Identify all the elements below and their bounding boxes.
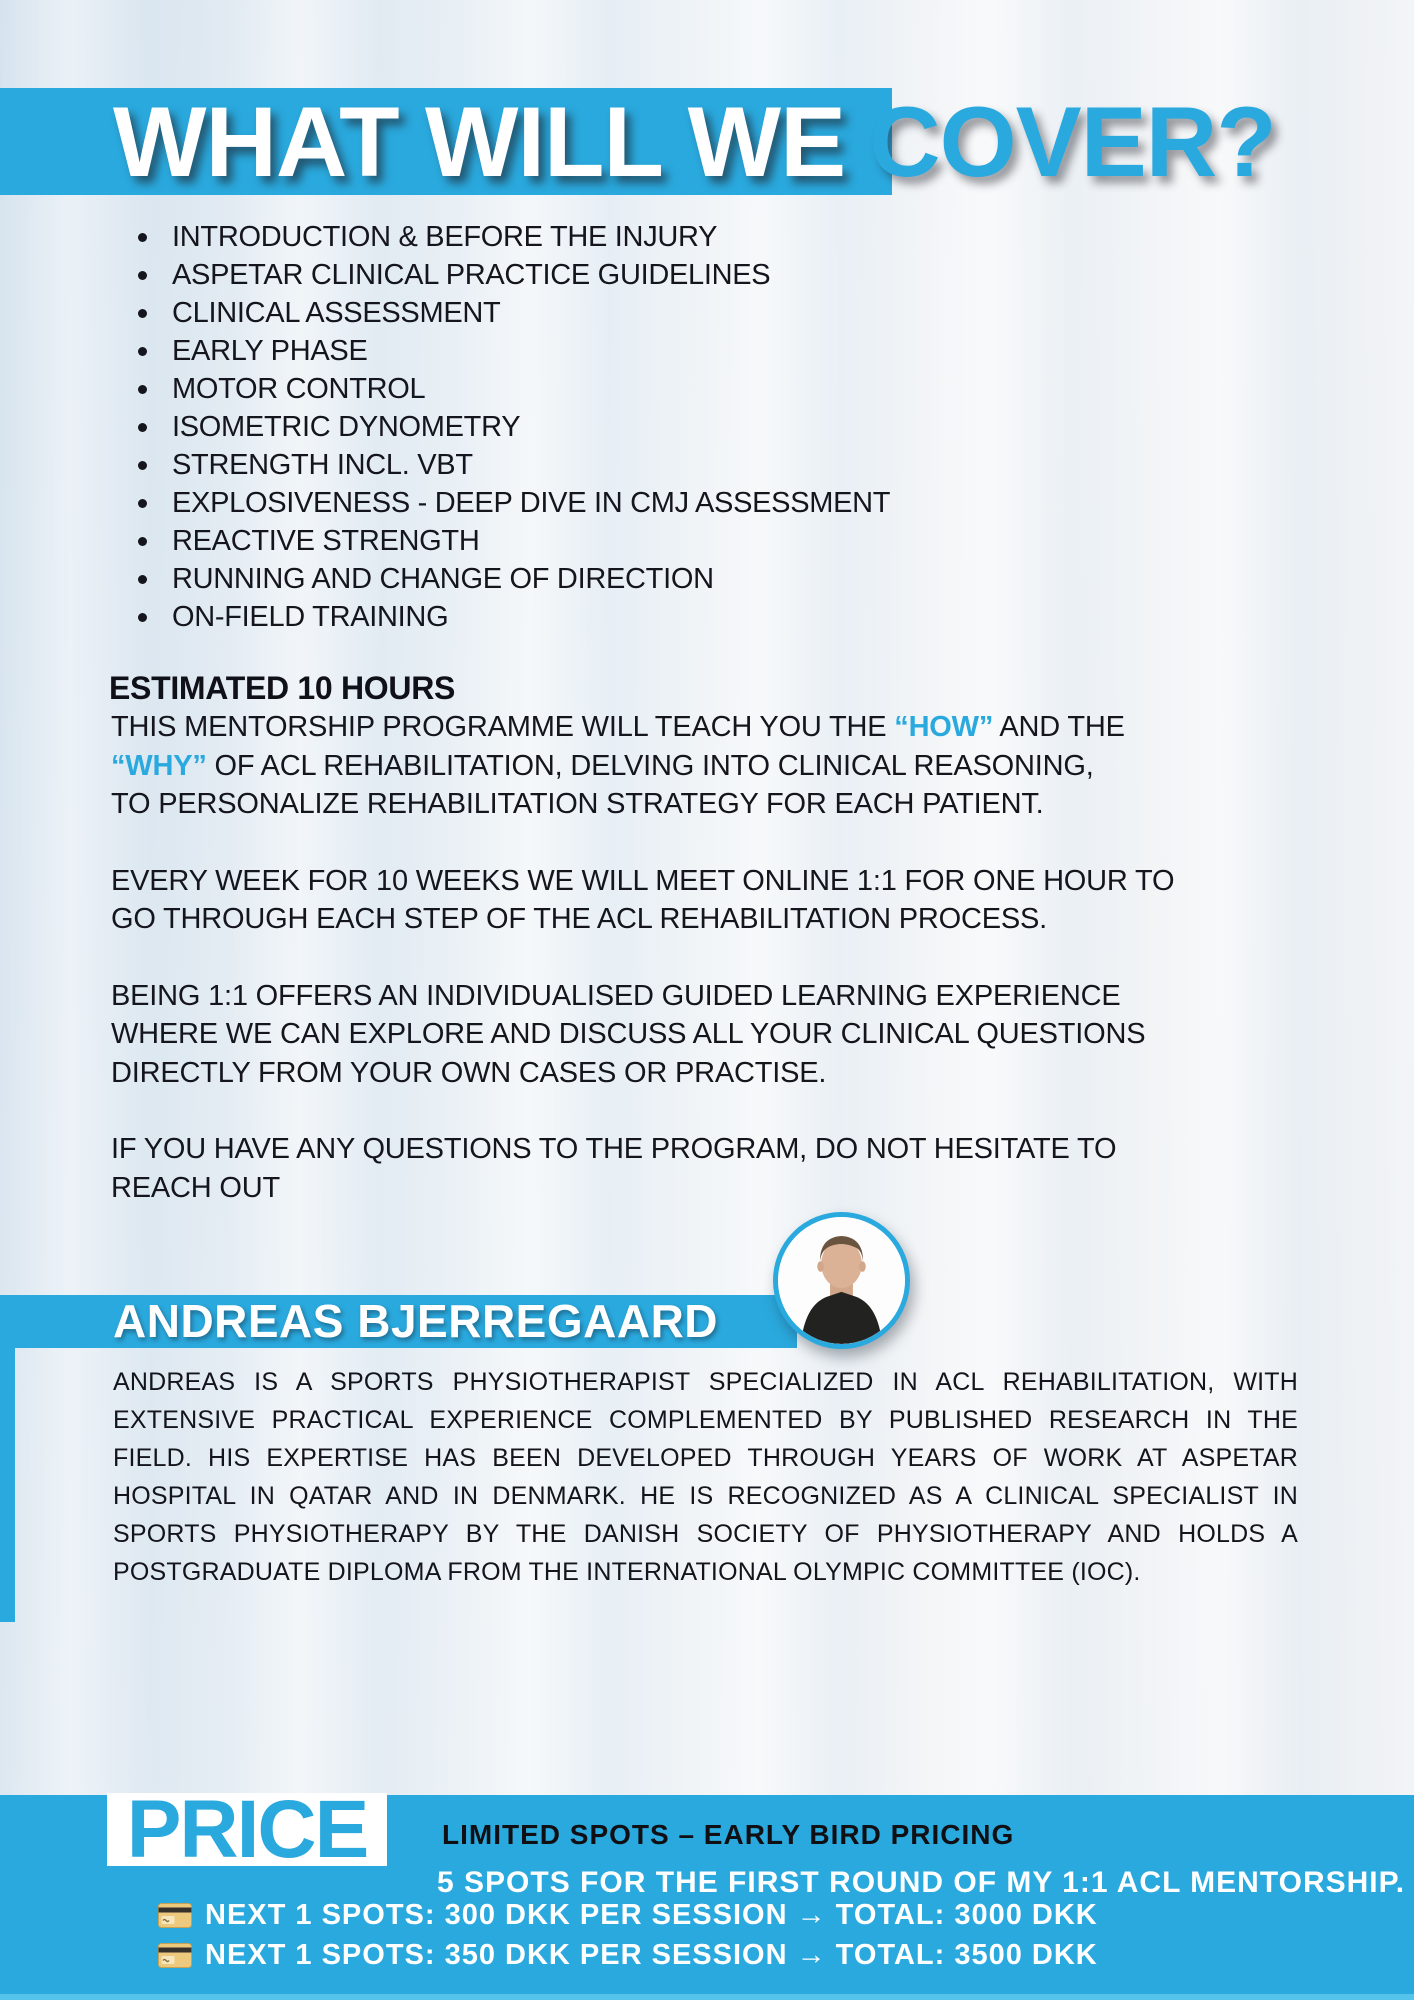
bio-line: HOSPITAL IN QATAR AND IN DENMARK. HE IS RECOGNIZED AS A CLINICAL SPECIALIST IN xyxy=(113,1482,1298,1510)
bullet-dot xyxy=(138,499,147,508)
text-line: IF YOU HAVE ANY QUESTIONS TO THE PROGRAM, DO NOT HESITATE TO xyxy=(111,1133,1117,1165)
program-paragraph-3 xyxy=(111,977,1321,1093)
pricing-section xyxy=(0,1784,1414,2000)
topic-label: CLINICAL ASSESSMENT xyxy=(172,296,501,329)
topic-label: ASPETAR CLINICAL PRACTICE GUIDELINES xyxy=(172,258,771,291)
bio-line: POSTGRADUATE DIPLOMA FROM THE INTERNATIONAL OLYMPIC COMMITTEE (IOC). xyxy=(113,1558,1141,1586)
text-line: WHERE WE CAN EXPLORE AND DISCUSS ALL YOUR CLINICAL QUESTIONS xyxy=(111,1018,1146,1050)
price-tier-row xyxy=(158,1939,1098,1972)
bullet-dot xyxy=(138,461,147,470)
topic-label: ISOMETRIC DYNOMETRY xyxy=(172,410,521,443)
topics-list xyxy=(138,218,890,636)
bottom-accent-strip xyxy=(0,1994,1414,2000)
why-accent: “WHY” xyxy=(111,749,207,782)
topic-label: STRENGTH INCL. VBT xyxy=(172,448,473,481)
mentor-sidebar-accent xyxy=(0,1348,15,1622)
price-tier-text: NEXT 1 SPOTS: 350 DKK PER SESSION → TOTAL: 3500 DKK xyxy=(205,1939,1098,1971)
topic-label: RUNNING AND CHANGE OF DIRECTION xyxy=(172,562,714,595)
price-tier-text: NEXT 1 SPOTS: 300 DKK PER SESSION → TOTAL: 3000 DKK xyxy=(205,1899,1098,1931)
page-title-part1: WHAT WILL WE xyxy=(113,86,846,197)
bio-line: EXTENSIVE PRACTICAL EXPERIENCE COMPLEMENTED BY PUBLISHED RESEARCH IN THE xyxy=(113,1406,1298,1434)
mentor-name: ANDREAS BJERREGAARD xyxy=(113,1295,719,1347)
text-segment: THIS MENTORSHIP PROGRAMME WILL TEACH YOU THE xyxy=(111,711,895,743)
program-description xyxy=(111,708,1321,1245)
limited-spots-label: LIMITED SPOTS – EARLY BIRD PRICING xyxy=(442,1819,1015,1850)
text-segment: AND THE xyxy=(993,711,1125,743)
estimated-hours-heading: ESTIMATED 10 HOURS xyxy=(109,670,456,706)
bullet-dot xyxy=(138,309,147,318)
topic-label: MOTOR CONTROL xyxy=(172,372,426,405)
text-line: TO PERSONALIZE REHABILITATION STRATEGY FOR EACH PATIENT. xyxy=(111,788,1044,820)
text-line: DIRECTLY FROM YOUR OWN CASES OR PRACTISE. xyxy=(111,1056,827,1089)
topic-label: ON-FIELD TRAINING xyxy=(172,600,449,633)
topic-label: INTRODUCTION & BEFORE THE INJURY xyxy=(172,220,718,253)
topic-item xyxy=(138,332,890,370)
program-paragraph-4 xyxy=(111,1130,1321,1207)
text-segment: OF ACL REHABILITATION, DELVING INTO CLINICAL REASONING, xyxy=(206,749,1094,782)
mentor-bio xyxy=(113,1363,1298,1591)
page-title xyxy=(113,88,1276,195)
mentor-photo xyxy=(773,1212,910,1349)
topic-item xyxy=(138,560,890,598)
bullet-dot xyxy=(138,271,147,280)
spots-subtitle: 5 SPOTS FOR THE FIRST ROUND OF MY 1:1 ACL MENTORSHIP. xyxy=(437,1866,1406,1899)
topic-item xyxy=(138,484,890,522)
text-line: GO THROUGH EACH STEP OF THE ACL REHABILITATION PROCESS. xyxy=(111,903,1047,935)
topic-item xyxy=(138,408,890,446)
bullet-dot xyxy=(138,423,147,432)
bullet-dot xyxy=(138,537,147,546)
topic-label: EARLY PHASE xyxy=(172,334,368,367)
text-line xyxy=(111,708,1321,747)
credit-card-icon xyxy=(158,1903,192,1928)
bullet-dot xyxy=(138,385,147,394)
page-title-part2: COVER? xyxy=(869,86,1276,197)
program-paragraph-1 xyxy=(111,708,1321,824)
program-paragraph-2 xyxy=(111,862,1321,939)
topic-label: REACTIVE STRENGTH xyxy=(172,524,480,557)
bullet-dot xyxy=(138,347,147,356)
bullet-dot xyxy=(138,613,147,622)
topic-item xyxy=(138,370,890,408)
bio-line: SPORTS PHYSIOTHERAPY BY THE DANISH SOCIETY OF PHYSIOTHERAPY AND HOLDS A xyxy=(113,1520,1298,1548)
price-tier-row xyxy=(158,1899,1098,1932)
bio-line: ANDREAS IS A SPORTS PHYSIOTHERAPIST SPECIALIZED IN ACL REHABILITATION, WITH xyxy=(113,1368,1298,1396)
topic-item xyxy=(138,294,890,332)
mentor-headshot-illustration xyxy=(778,1217,905,1344)
topic-item xyxy=(138,446,890,484)
bullet-dot xyxy=(138,575,147,584)
topic-item xyxy=(138,256,890,294)
text-line: EVERY WEEK FOR 10 WEEKS WE WILL MEET ONLINE 1:1 FOR ONE HOUR TO xyxy=(111,864,1175,897)
topic-item xyxy=(138,598,890,636)
price-title: PRICE xyxy=(107,1793,387,1866)
text-line: REACH OUT xyxy=(111,1171,280,1204)
bullet-dot xyxy=(138,233,147,242)
how-accent: “HOW” xyxy=(894,711,994,743)
credit-card-icon xyxy=(158,1943,192,1968)
topic-item xyxy=(138,522,890,560)
bio-line: FIELD. HIS EXPERTISE HAS BEEN DEVELOPED THROUGH YEARS OF WORK AT ASPETAR xyxy=(113,1444,1298,1472)
text-line xyxy=(111,747,1321,786)
mentor-banner xyxy=(0,1295,797,1348)
text-line: BEING 1:1 OFFERS AN INDIVIDUALISED GUIDED LEARNING EXPERIENCE xyxy=(111,979,1121,1012)
topic-label: EXPLOSIVENESS - DEEP DIVE IN CMJ ASSESSMENT xyxy=(172,486,891,519)
topic-item xyxy=(138,218,890,256)
